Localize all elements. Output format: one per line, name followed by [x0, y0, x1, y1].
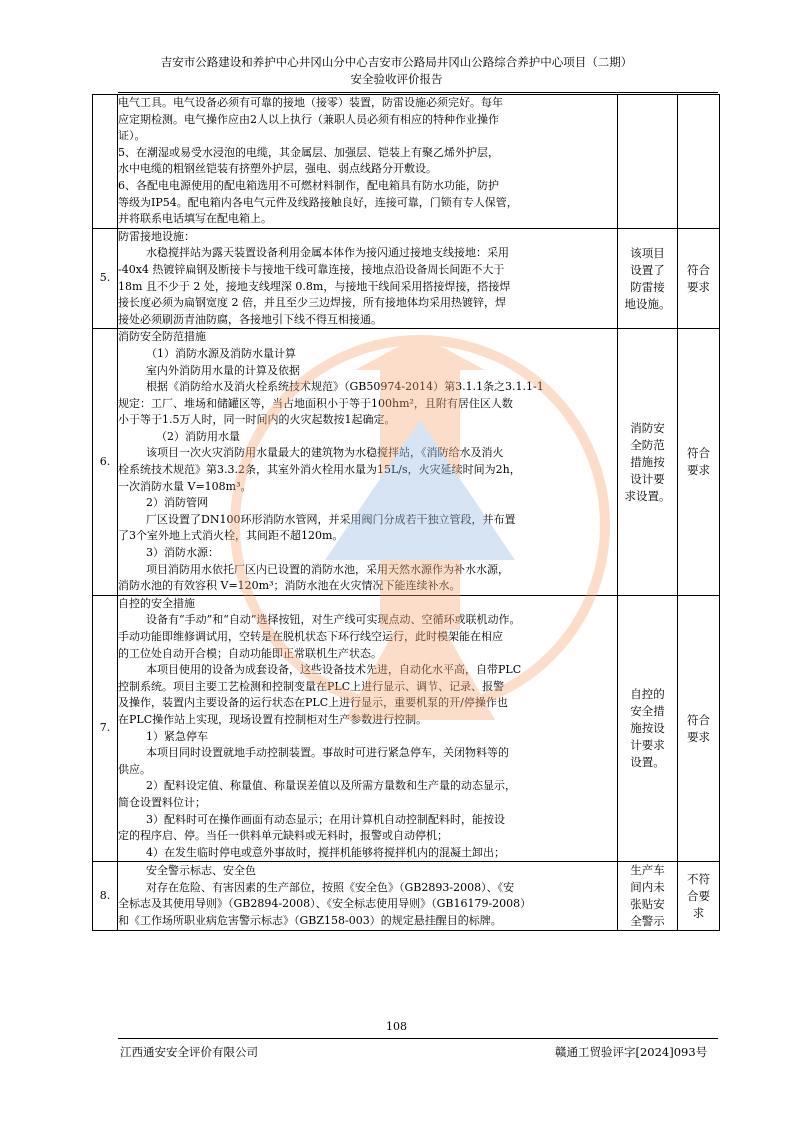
content-line: 接长度必须为扁钢宽度 2 倍，并且至少三边焊接，所有接地体均采用热镀锌，焊	[118, 296, 506, 310]
row-number: 8.	[93, 862, 118, 931]
row-number: 6.	[93, 329, 118, 596]
content-line: 消防安全防范措施	[118, 330, 206, 344]
row-result	[678, 329, 720, 596]
table-row	[93, 595, 720, 862]
row-content	[118, 95, 618, 229]
measure-line: 设置了	[630, 262, 665, 277]
content-line: 简仓设置料位计；	[118, 795, 206, 809]
measure-line: 安全措	[630, 704, 665, 719]
measure-line: 自控的	[630, 687, 665, 702]
content-line: 全标志及其使用导则》（GB2894-2008）、《安全标志使用导则》（GB16179-2008）	[118, 897, 532, 911]
content-line: 小于等于1.5万人时，同一时间内的火灾起数按1起确定。	[118, 413, 396, 427]
footer-company: 江西通安安全评价有限公司	[120, 1045, 258, 1059]
content-line: 规定：工厂、堆场和储罐区等，当占地面积小于等于100hm²，且附有居住区人数	[118, 396, 513, 410]
content-line: 应定期检测。电气操作应由2人以上执行（兼职人员必须有相应的特种作业操作	[118, 112, 499, 126]
report-subtitle: 安全验收评价报告	[350, 72, 443, 86]
content-line: 供应。	[118, 762, 151, 776]
content-line: 栓系统技术规范》第3.3.2条，其室外消火栓用水量为15L/s，火灾延续时间为2h，	[118, 463, 521, 477]
content-line: 消防水池的有效容积 V=120m³；消防水池在火灾情况下能连续补水。	[118, 579, 461, 593]
content-line: 水中电缆的粗钢丝铠装有挤塑外护层，强电、弱点线路分开敷设。	[118, 162, 437, 176]
content-line: 4）在发生临时停电或意外事故时，搅拌机能够将搅拌机内的混凝土卸出；	[146, 845, 505, 859]
content-line: 接处必须刷沥青油防腐，各接地引下线不得互相接通。	[118, 312, 382, 326]
row-number	[93, 95, 118, 229]
row-measure	[618, 862, 678, 931]
result-line: 符合	[687, 262, 710, 277]
row-result	[678, 862, 720, 931]
row-result	[678, 95, 720, 229]
content-line: 18m 且不少于 2 处，接地支线埋深 0.8m，与接地干线间采用搭接焊接，搭接焊	[118, 279, 511, 293]
row-measure	[618, 329, 678, 596]
measure-line: 措施按	[630, 454, 665, 469]
footer-doc-number: 赣通工贸验评字[2024]093号	[555, 1045, 708, 1059]
content-line: 控制系统。项目主要工艺检测和控制变量在PLC上进行显示、调节、记录、报警	[118, 679, 505, 693]
content-line: 5、在潮湿或易受水浸泡的电缆，其金属层、加强层、铠装上有聚乙烯外护层，	[118, 145, 499, 159]
evaluation-table	[92, 94, 720, 931]
measure-line: 生产车	[630, 863, 665, 878]
content-line: （1）消防水源及消防水量计算	[146, 346, 296, 360]
measure-line: 防雷接	[630, 279, 665, 294]
measure-line: 设置。	[630, 755, 665, 770]
row-number: 7.	[93, 595, 118, 862]
content-line: 在PLC操作站上实现，现场设置有控制柜对生产参数进行控制。	[118, 712, 428, 726]
result-line: 要求	[687, 279, 710, 294]
content-line: 自控的安全措施	[118, 596, 195, 610]
content-line: 安全警示标志、安全色	[146, 864, 256, 878]
content-line: 对存在危险、有害因素的生产部位，按照《安全色》（GB2893-2008）、《安	[146, 880, 515, 894]
row-measure	[618, 95, 678, 229]
footer-rule	[118, 1038, 718, 1039]
table-row	[93, 95, 720, 229]
measure-line: 张贴安	[630, 897, 665, 912]
report-title: 吉安市公路建设和养护中心井冈山分中心吉安市公路局井冈山公路综合养护中心项目（二期）	[160, 55, 633, 69]
content-line: （2）消防用水量	[156, 429, 240, 443]
result-line: 要求	[687, 463, 710, 478]
result-line: 符合	[687, 446, 710, 461]
result-line: 合要	[687, 888, 710, 903]
content-line: 2）配料设定值、称量值、称量误差值以及所需方量数和生产量的动态显示，	[146, 779, 516, 793]
content-line: 定的程序启、停。当任一供料单元缺料或无料时，报警或自动停机；	[118, 829, 448, 843]
content-line: 水稳搅拌站为露天装置设备利用金属本体作为接闪通过接地支线接地：采用	[146, 246, 509, 260]
content-line: 根据《消防给水及消火栓系统技术规范》（GB50974-2014）第3.1.1条之3.1.1-1	[146, 380, 544, 394]
measure-line: 消防安	[630, 420, 665, 435]
content-line: 及操作，装置内主要设备的运行状态在PLC上进行显示，重要机泵的开/停操作也	[118, 696, 508, 710]
row-result	[678, 595, 720, 862]
row-content	[118, 862, 618, 931]
content-line: 2）消防管网	[146, 496, 208, 510]
content-line: 和《工作场所职业病危害警示标志》（GBZ158-003）的规定悬挂醒目的标牌。	[118, 913, 502, 927]
table-row	[93, 228, 720, 329]
result-line: 符合	[687, 712, 710, 727]
content-line: 一次消防水量 V=108m³。	[118, 479, 252, 493]
measure-line: 求设置。	[624, 488, 671, 503]
measure-line: 施按设	[630, 721, 665, 736]
table-row	[93, 329, 720, 596]
content-line: 本项目使用的设备为成套设备，这些设备技术先进，自动化水平高，自带PLC	[146, 663, 522, 677]
header-rule	[118, 92, 718, 93]
content-line: 室内外消防用水量的计算及依据	[146, 363, 300, 377]
content-line: 证）。	[118, 129, 146, 143]
content-line: 该项目一次火灾消防用水量最大的建筑物为水稳搅拌站，《消防给水及消火	[146, 446, 504, 460]
content-line: 本项目同时设置就地手动控制装置。事故时可进行紧急停车，关闭物料等的	[146, 746, 509, 760]
content-line: 防雷接地设施：	[118, 229, 195, 243]
content-line: 电气工具。电气设备必须有可靠的接地（接零）装置，防雷设施必须完好。每年	[118, 96, 503, 109]
row-result	[678, 228, 720, 329]
content-line: 项目消防用水依托厂区内已设置的消防水池，采用天然水源作为补水水源，	[146, 562, 509, 576]
content-line: 3）消防水源：	[146, 546, 219, 560]
content-line: 的工位处自动开合模；自动功能即正常联机生产状态。	[118, 646, 382, 660]
content-line: 1）紧急停车	[146, 729, 208, 743]
content-line: -40x4 热镀锌扁钢及断接卡与接地干线可靠连接，接地点沿设备周长间距不大于	[118, 262, 505, 276]
row-number: 5.	[93, 228, 118, 329]
content-line: 等级为IP54。配电箱内各电气元件及线路接触良好，连接可靠，门锁有专人保管，	[118, 195, 518, 209]
measure-line: 全防范	[630, 437, 665, 452]
content-line: 了3个室外地上式消火栓，其间距不超120m。	[118, 529, 344, 543]
measure-line: 地设施。	[624, 296, 671, 311]
content-line: 设备有“手动”和“自动”选择按钮，对生产线可实现点动、空循环或联机动作。	[146, 613, 521, 627]
row-content	[118, 595, 618, 862]
row-measure	[618, 228, 678, 329]
result-line: 求	[692, 905, 705, 920]
page-header	[0, 54, 793, 88]
measure-line: 计要求	[630, 738, 665, 753]
table-row	[93, 862, 720, 931]
content-line: 3）配料时可在操作画面有动态显示；在用计算机自动控制配料时，能按设	[146, 812, 505, 826]
content-line: 厂区设置了DN100环形消防水管网，并采用阀门分成若干独立管段，并布置	[146, 512, 516, 526]
result-line: 不符	[687, 871, 710, 886]
measure-line: 该项目	[630, 245, 665, 260]
row-content	[118, 228, 618, 329]
page-number: 108	[386, 1020, 407, 1033]
measure-line: 间内未	[630, 880, 665, 895]
row-measure	[618, 595, 678, 862]
content-line: 6、各配电电源使用的配电箱选用不可燃材料制作，配电箱具有防水功能，防护	[118, 178, 499, 192]
content-line: 并将联系电话填写在配电箱上。	[118, 212, 272, 226]
content-line: 手动功能即维修调试用，空转是在脱机状态下环行线空运行，此时模架能在相应	[118, 630, 503, 643]
measure-line: 设计要	[630, 471, 665, 486]
result-line: 要求	[687, 729, 710, 744]
measure-line: 全警示	[630, 914, 665, 929]
row-content	[118, 329, 618, 596]
